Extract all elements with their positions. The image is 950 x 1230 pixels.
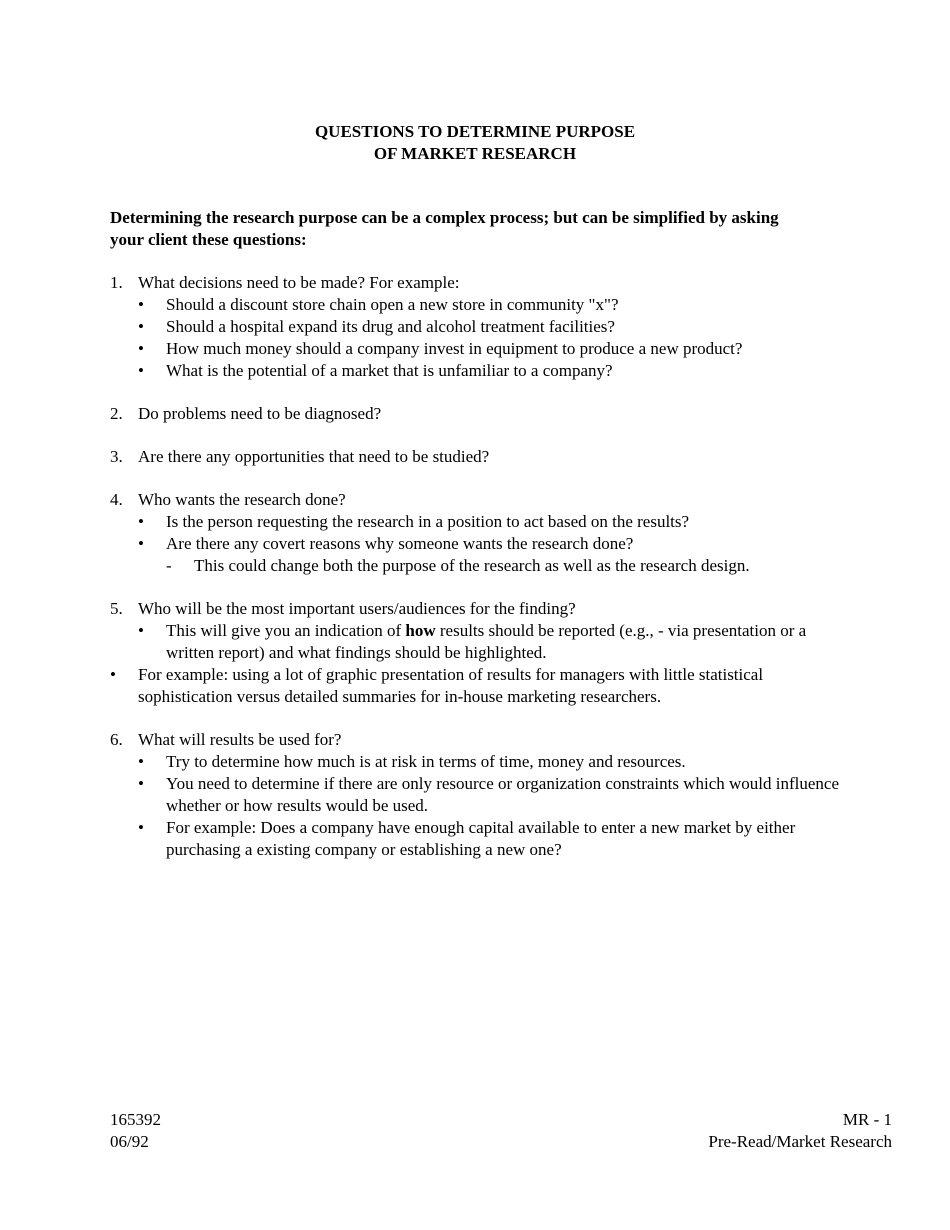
bullet-text: For example: Does a company have enough capital available to enter a new market by either purchasing a existing company or establishing a new one? [166,818,796,859]
sub-bullet-text: This could change both the purpose of the research as well as the research design. [194,556,750,575]
section-label: Pre-Read/Market Research [708,1132,892,1151]
bullet-icon: • [138,774,144,793]
bullet-icon: • [138,317,144,336]
question-text: Who will be the most important users/audiences for the finding? [138,599,576,618]
bullet-icon: • [138,534,144,553]
bullet-text-post: results should be reported (e.g., - via presentation or a written report) and what findings should be highlighted. [166,621,807,662]
bullet-text: How much money should a company invest in equipment to produce a new product? [166,339,743,358]
question-text: What decisions need to be made? For example: [138,273,460,292]
question-text: Do problems need to be diagnosed? [138,404,382,423]
bullet-text-bold: how [405,621,436,640]
question-6 [110,729,850,861]
bullet-text [166,620,850,664]
question-5 [110,598,850,708]
question-text: Are there any opportunities that need to be studied? [138,447,490,466]
question-1 [110,272,850,382]
question-text: What will results be used for? [138,730,342,749]
bullet-icon: • [138,752,144,771]
document-id: 165392 [110,1110,161,1129]
document-date: 06/92 [110,1132,149,1151]
bullet-text: Should a discount store chain open a new store in community "x"? [166,295,619,314]
bullet-text: What is the potential of a market that is unfamiliar to a company? [166,361,613,380]
bullet-item [138,338,850,360]
bullet-icon: • [110,665,116,684]
bullet-icon: • [138,339,144,358]
bullet-item [138,817,850,861]
question-list [110,272,850,882]
question-number: 2. [110,404,123,423]
outer-bullet-item [110,664,850,708]
title-line-2: OF MARKET RESEARCH [373,144,577,163]
intro-paragraph: Determining the research purpose can be a complex process; but can be simplified by asking your client these questions: [110,208,779,249]
question-number: 4. [110,490,123,509]
title-line-1: QUESTIONS TO DETERMINE PURPOSE [314,122,636,141]
footer-right [708,1109,892,1153]
bullet-text: Try to determine how much is at risk in terms of time, money and resources. [166,752,686,771]
bullet-icon: • [138,361,144,380]
dash-icon: - [166,556,172,575]
question-number: 1. [110,273,123,292]
bullet-item [138,533,850,555]
bullet-item [138,620,850,664]
bullet-text-pre: This will give you an indication of [166,621,406,640]
bullet-icon: • [138,295,144,314]
bullet-item [138,316,850,338]
bullet-text: Are there any covert reasons why someone wants the research done? [166,534,634,553]
bullet-item [138,360,850,382]
question-4 [110,489,850,577]
question-3 [110,446,850,468]
bullet-item [138,773,850,817]
question-text: Who wants the research done? [138,490,346,509]
bullet-item [138,294,850,316]
question-number: 5. [110,599,123,618]
question-2 [110,403,850,425]
question-number: 6. [110,730,123,749]
bullet-icon: • [138,818,144,837]
bullet-text: For example: using a lot of graphic presentation of results for managers with little statistical sophistication versus detailed summaries for in-house marketing researchers. [138,665,764,706]
page-title [0,121,950,165]
question-number: 3. [110,447,123,466]
bullet-item [138,751,850,773]
sub-bullet-item [166,555,850,577]
bullet-text: Should a hospital expand its drug and alcohol treatment facilities? [166,317,615,336]
bullet-icon: • [138,621,144,640]
bullet-text: You need to determine if there are only resource or organization constraints which would influence whether or how results would be used. [166,774,840,815]
footer-left [110,1109,161,1153]
bullet-text: Is the person requesting the research in a position to act based on the results? [166,512,690,531]
page-label: MR - 1 [842,1110,892,1129]
bullet-item [138,511,850,533]
bullet-icon: • [138,512,144,531]
